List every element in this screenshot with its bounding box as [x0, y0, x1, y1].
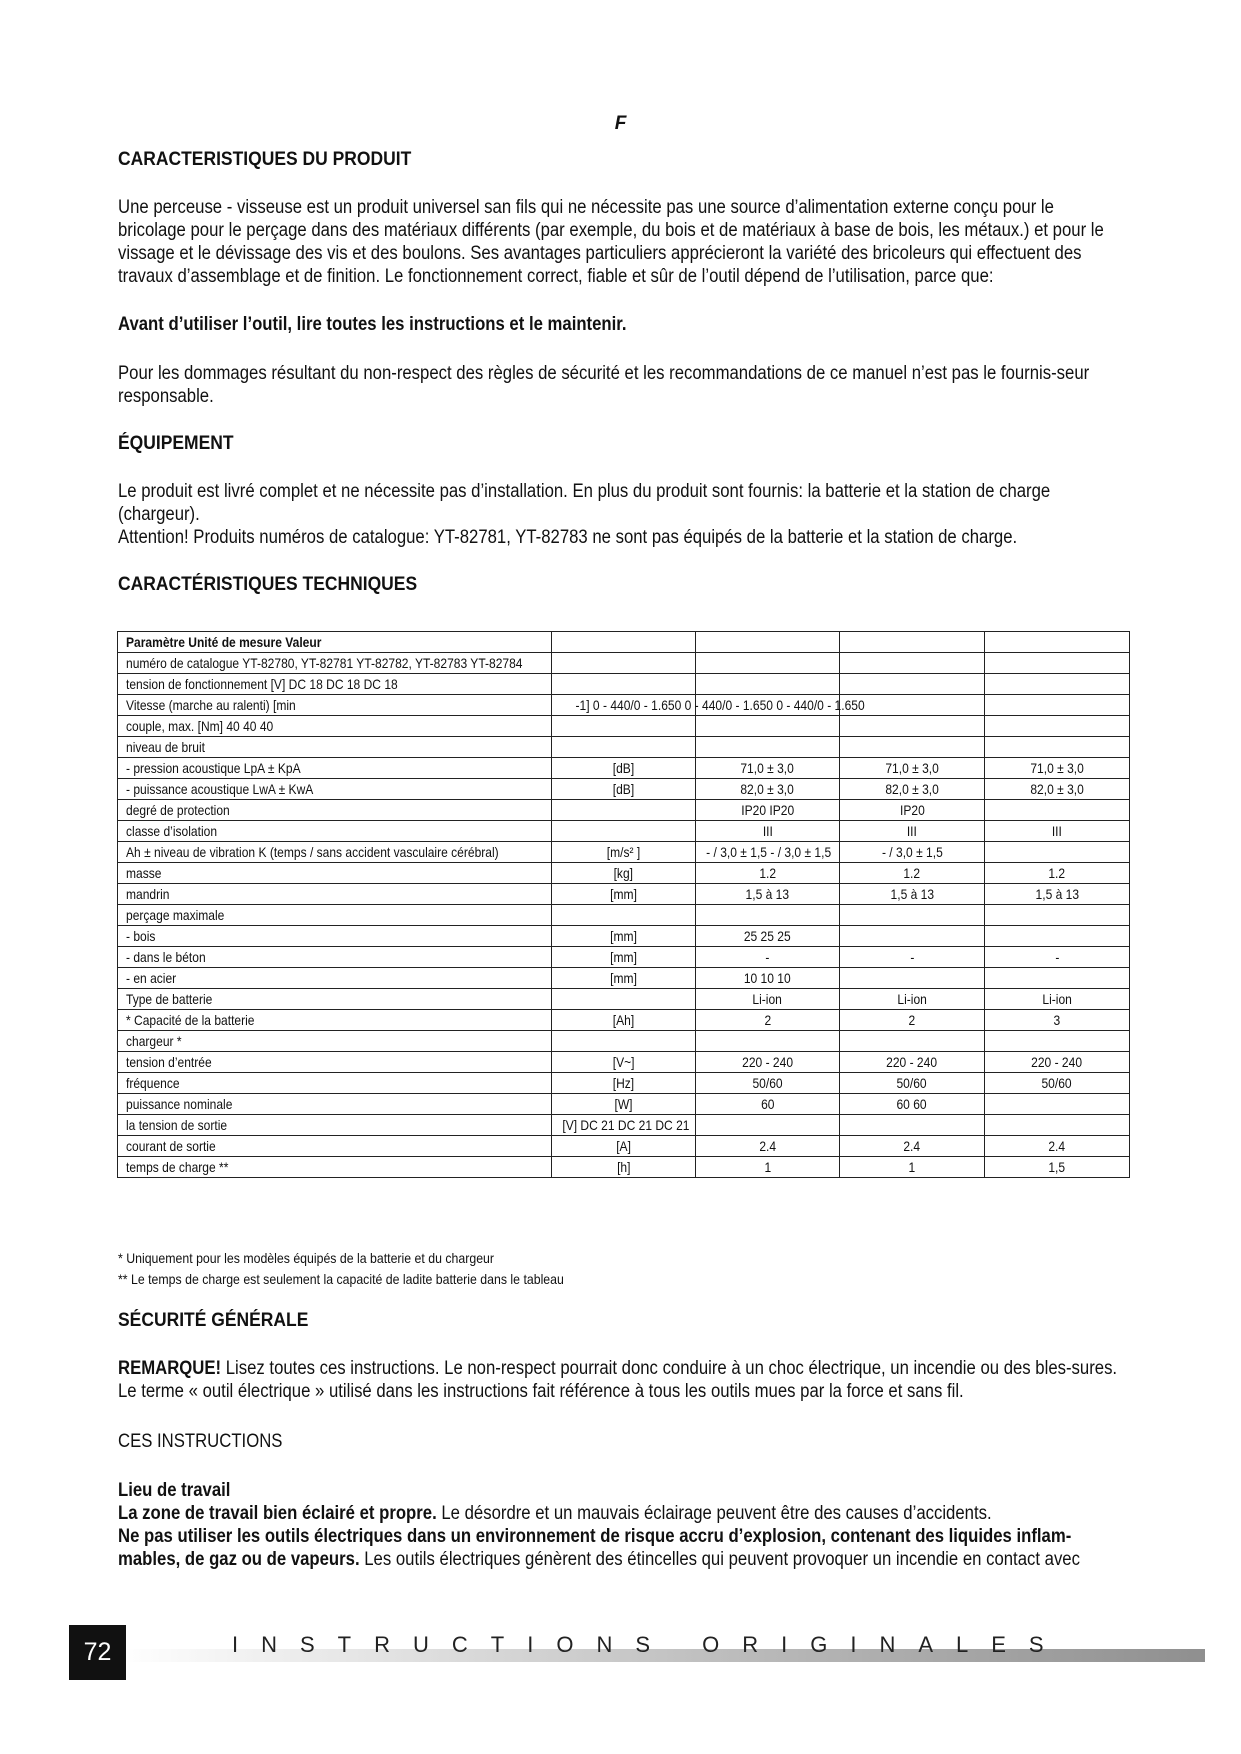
product-section-title: CARACTERISTIQUES DU PRODUIT [118, 149, 412, 170]
value-cell [840, 1094, 985, 1115]
value-cell [985, 1031, 1130, 1052]
unit-cell [552, 863, 696, 884]
value-cell [840, 905, 985, 926]
parameter-cell [118, 884, 552, 905]
table-row [118, 947, 1130, 968]
parameter-cell [118, 779, 552, 800]
value-cell [696, 947, 840, 968]
language-marker: F [614, 113, 627, 134]
value-cell [840, 842, 985, 863]
value-cell [840, 926, 985, 947]
parameter-cell [118, 1031, 552, 1052]
value-cell-text: 220 - 240 [886, 1054, 938, 1070]
value-cell [696, 758, 840, 779]
value-cell-text: - / 3,0 ± 1,5 [881, 844, 943, 860]
value-cell [985, 674, 1130, 695]
value-cell [696, 989, 840, 1010]
instructions-label: CES INSTRUCTIONS [118, 1431, 283, 1452]
parameter-cell [118, 1010, 552, 1031]
value-cell-text: - [909, 949, 915, 965]
value-cell-text: 2 [764, 1012, 771, 1028]
value-cell [696, 779, 840, 800]
parameter-cell-text: puissance nominale [126, 1096, 233, 1112]
unit-cell [552, 1073, 696, 1094]
unit-cell [552, 926, 696, 947]
value-cell [985, 737, 1130, 758]
value-cell [696, 1094, 840, 1115]
table-row [118, 905, 1130, 926]
equipment-paragraph: Le produit est livré complet et ne nécessite pas d’installation. En plus du produit sont fournis: la batterie et la station de charge (chargeur). [118, 481, 1051, 525]
parameter-cell [118, 716, 552, 737]
value-cell-text: 3 [1053, 1012, 1061, 1028]
value-cell-text: 220 - 240 [742, 1054, 793, 1070]
value-cell [696, 1157, 840, 1178]
value-cell-text: - [1054, 949, 1060, 965]
unit-cell-text: -1] 0 - 440/0 - 1.650 0 - 440/0 - 1.650 0 - 440/0 - 1.650 [575, 697, 865, 713]
table-row [118, 968, 1130, 989]
value-cell [985, 1052, 1130, 1073]
parameter-cell [118, 905, 552, 926]
unit-cell-text: [A] [616, 1138, 631, 1154]
table-row [118, 1136, 1130, 1157]
value-cell-text: Li-ion [897, 991, 927, 1007]
value-cell-text: 1.2 [759, 865, 776, 881]
value-cell [840, 1052, 985, 1073]
parameter-cell [118, 1115, 552, 1136]
specs-table-body [118, 632, 1130, 1178]
unit-cell [552, 695, 865, 716]
table-header-empty-cell [840, 632, 985, 653]
safety-section-title: SÉCURITÉ GÉNÉRALE [118, 1310, 309, 1331]
value-cell [840, 821, 985, 842]
table-row [118, 863, 1130, 884]
value-cell-text: 60 60 [896, 1096, 928, 1112]
unit-cell-text: [mm] [610, 886, 637, 902]
value-cell-text: 1 [908, 1159, 916, 1175]
unit-cell [552, 968, 696, 989]
value-cell [840, 779, 985, 800]
unit-cell-text: [Hz] [612, 1075, 635, 1091]
value-cell [696, 674, 840, 695]
value-cell [985, 821, 1130, 842]
parameter-cell-text: temps de charge ** [126, 1159, 229, 1175]
value-cell-text: 1,5 [1048, 1159, 1066, 1175]
table-row [118, 1052, 1130, 1073]
value-cell [696, 1010, 840, 1031]
value-cell-text: 220 - 240 [1031, 1054, 1083, 1070]
value-cell-text: - / 3,0 ± 1,5 - / 3,0 ± 1,5 [706, 844, 832, 860]
value-cell-text: IP20 IP20 [741, 802, 794, 818]
value-cell [696, 905, 840, 926]
parameter-cell [118, 1094, 552, 1115]
unit-cell-text: [mm] [610, 928, 637, 944]
value-cell-text: 60 [760, 1096, 775, 1112]
parameter-cell-text: courant de sortie [126, 1138, 216, 1154]
value-cell-text: 10 10 10 [744, 970, 791, 986]
unit-cell [552, 947, 696, 968]
unit-cell-text: [mm] [610, 970, 637, 986]
value-cell [840, 989, 985, 1010]
unit-cell [552, 884, 696, 905]
equipment-attention: Attention! Produits numéros de catalogue: YT-82781, YT-82783 ne sont pas équipés de la batterie et la station de charge. [118, 527, 1018, 548]
value-cell-text: 1,5 à 13 [1035, 886, 1079, 902]
value-cell-text: 2 [908, 1012, 916, 1028]
value-cell [840, 1010, 985, 1031]
table-row [118, 1010, 1130, 1031]
table-row [118, 800, 1130, 821]
table-header-cell [118, 632, 552, 653]
unit-cell-text: [Ah] [612, 1012, 635, 1028]
unit-cell [552, 1010, 696, 1031]
parameter-cell-text: tension de fonctionnement [V] DC 18 DC 18 DC 18 [126, 676, 398, 692]
parameter-cell [118, 989, 552, 1010]
parameter-cell-text: la tension de sortie [126, 1117, 228, 1133]
table-row [118, 779, 1130, 800]
value-cell [840, 1031, 985, 1052]
unit-cell [552, 800, 696, 821]
value-cell [696, 821, 840, 842]
value-cell-text: - [765, 949, 770, 965]
safety-remark-paragraph [118, 1357, 1121, 1403]
footnote-1: * Uniquement pour les modèles équipés de la batterie et du chargeur [118, 1250, 495, 1266]
value-cell [840, 884, 985, 905]
unit-cell [552, 1031, 696, 1052]
footer-text: INSTRUCTIONS ORIGINALES [232, 1632, 1067, 1657]
value-cell [840, 716, 985, 737]
value-cell [985, 989, 1130, 1010]
table-row [118, 674, 1130, 695]
table-row [118, 653, 1130, 674]
parameter-cell [118, 1073, 552, 1094]
table-row [118, 695, 1130, 716]
value-cell [696, 1031, 840, 1052]
table-row [118, 1094, 1130, 1115]
parameter-cell-text: Ah ± niveau de vibration K (temps / sans accident vasculaire cérébral) [126, 844, 499, 860]
table-row [118, 1073, 1130, 1094]
value-cell [985, 1157, 1130, 1178]
value-cell-text: 82,0 ± 3,0 [740, 781, 795, 797]
value-cell [840, 968, 985, 989]
value-cell [985, 905, 1130, 926]
value-cell [840, 653, 985, 674]
value-cell [985, 1010, 1130, 1031]
table-row [118, 989, 1130, 1010]
value-cell [696, 1052, 840, 1073]
value-cell [985, 947, 1130, 968]
parameter-cell-text: classe d’isolation [126, 823, 218, 839]
parameter-cell-text: chargeur * [126, 1033, 182, 1049]
unit-cell [552, 1052, 696, 1073]
parameter-cell [118, 842, 552, 863]
workplace-title: Lieu de travail [118, 1480, 231, 1501]
equipment-section-title: ÉQUIPEMENT [118, 433, 234, 454]
value-cell [985, 800, 1130, 821]
value-cell [840, 674, 985, 695]
unit-cell [552, 716, 696, 737]
unit-cell-text: [V] DC 21 DC 21 DC 21 [562, 1117, 690, 1133]
table-header-empty-cell [552, 632, 696, 653]
value-cell [840, 1157, 985, 1178]
value-cell-text: 50/60 [752, 1075, 783, 1091]
value-cell-text: 1,5 à 13 [745, 886, 790, 902]
product-description: Une perceuse - visseuse est un produit universel san fils qui ne nécessite pas une source d’alimentation externe conçu pour le bricolage pour le perçage dans des matériaux différents (par exemple, du bois et de matériaux à base de bois, les métaux.) et pour le vissage et le dévissage des vis et des boulons. Ses avantages particuliers apprécieront la variété des bricoleurs qui effectuent des travaux d’assemblage et de finition. Le fonctionnement correct, fiable et sûr de l’outil dépend de l’utilisation, parce que: [118, 197, 1104, 287]
parameter-cell-text: Vitesse (marche au ralenti) [min [126, 697, 296, 713]
value-cell-text: 71,0 ± 3,0 [885, 760, 939, 776]
value-cell-text: III [906, 823, 918, 839]
workplace-paragraph-2 [118, 1525, 1121, 1571]
parameter-cell-text: - bois [126, 928, 156, 944]
unit-cell-text: [h] [616, 1159, 631, 1175]
value-cell [696, 1073, 840, 1094]
value-cell-text: 25 25 25 [744, 928, 791, 944]
parameter-cell-text: - puissance acoustique LwA ± KwA [126, 781, 314, 797]
parameter-cell-text: - pression acoustique LpA ± KpA [126, 760, 301, 776]
read-instructions-notice: Avant d’utiliser l’outil, lire toutes les instructions et le maintenir. [118, 314, 627, 335]
value-cell [696, 1115, 840, 1136]
parameter-cell-text: tension d’entrée [126, 1054, 212, 1070]
table-header-row [118, 632, 1130, 653]
parameter-cell-text: - dans le béton [126, 949, 206, 965]
workplace-text-2: Les outils électriques génèrent des étincelles qui peuvent provoquer un incendie en contact avec [359, 1549, 1080, 1570]
unit-cell-text: [m/s² ] [606, 844, 641, 860]
parameter-cell [118, 1136, 552, 1157]
liability-paragraph: Pour les dommages résultant du non-respect des règles de sécurité et les recommandations de ce manuel n’est pas le fournis-seur responsable. [118, 363, 1090, 407]
value-cell [840, 1136, 985, 1157]
table-row [118, 884, 1130, 905]
value-cell [985, 884, 1130, 905]
value-cell [696, 1136, 840, 1157]
parameter-cell [118, 653, 552, 674]
technical-section-title: CARACTÉRISTIQUES TECHNIQUES [118, 574, 418, 595]
unit-cell [552, 737, 696, 758]
table-row [118, 821, 1130, 842]
unit-cell [552, 842, 696, 863]
page-number: 72 [69, 1625, 126, 1680]
technical-specs-table [117, 631, 1130, 1178]
table-row [118, 926, 1130, 947]
parameter-cell [118, 1157, 552, 1178]
table-row [118, 1031, 1130, 1052]
parameter-cell [118, 947, 552, 968]
value-cell-text: 1.2 [1048, 865, 1066, 881]
value-cell-text: 71,0 ± 3,0 [1030, 760, 1084, 776]
table-row [118, 716, 1130, 737]
unit-cell-text: [kg] [613, 865, 634, 881]
table-header-text: Paramètre Unité de mesure Valeur [126, 634, 322, 650]
value-cell [840, 947, 985, 968]
table-row [118, 842, 1130, 863]
remark-text: Lisez toutes ces instructions. Le non-respect pourrait donc conduire à un choc électrique, un incendie ou des bles-sures. Le terme « outil électrique » utilisé dans les instructions fait référence à tous les outils mues par la force et sans fil. [118, 1358, 1118, 1402]
value-cell-text: 2.4 [903, 1138, 921, 1154]
value-cell-text: 2.4 [1048, 1138, 1066, 1154]
value-cell [696, 800, 840, 821]
parameter-cell [118, 674, 552, 695]
value-cell-text: III [762, 823, 773, 839]
value-cell [985, 1115, 1130, 1136]
unit-cell-text: [mm] [610, 949, 637, 965]
table-row [118, 758, 1130, 779]
footnote-2: ** Le temps de charge est seulement la capacité de ladite batterie dans le tableau [118, 1271, 564, 1287]
parameter-cell [118, 758, 552, 779]
value-cell-text: Li-ion [1042, 991, 1072, 1007]
value-cell-text: 2.4 [759, 1138, 776, 1154]
value-cell [985, 842, 1130, 863]
parameter-cell-text: fréquence [126, 1075, 180, 1091]
table-header-empty-cell [696, 632, 840, 653]
value-cell [985, 716, 1130, 737]
unit-cell [552, 821, 696, 842]
parameter-cell-text: degré de protection [126, 802, 230, 818]
parameter-cell-text: - en acier [126, 970, 177, 986]
workplace-bold-2: Ne pas utiliser les outils électriques dans un environnement de risque accru d’explosion, contenant des liquides inflam-mables, de gaz ou de vapeurs. [118, 1526, 1072, 1570]
value-cell [840, 1073, 985, 1094]
value-cell [840, 758, 985, 779]
value-cell [985, 779, 1130, 800]
value-cell [696, 716, 840, 737]
unit-cell [552, 653, 696, 674]
value-cell [985, 758, 1130, 779]
table-row [118, 1157, 1130, 1178]
value-cell [696, 863, 840, 884]
value-cell-text: 1 [764, 1159, 771, 1175]
parameter-cell [118, 821, 552, 842]
unit-cell-text: [V~] [612, 1054, 635, 1070]
unit-cell [552, 758, 696, 779]
value-cell [696, 842, 840, 863]
unit-cell-text: [dB] [612, 760, 635, 776]
unit-cell [552, 674, 696, 695]
value-cell [696, 968, 840, 989]
unit-cell [552, 1094, 696, 1115]
parameter-cell [118, 968, 552, 989]
value-cell [985, 1073, 1130, 1094]
parameter-cell-text: couple, max. [Nm] 40 40 40 [126, 718, 274, 734]
table-row [118, 737, 1130, 758]
parameter-cell-text: * Capacité de la batterie [126, 1012, 255, 1028]
value-cell [985, 695, 1130, 716]
value-cell-text: Li-ion [752, 991, 783, 1007]
value-cell-text: 50/60 [896, 1075, 928, 1091]
parameter-cell-text: numéro de catalogue YT-82780, YT-82781 YT-82782, YT-82783 YT-82784 [126, 655, 523, 671]
value-cell [840, 737, 985, 758]
value-cell [985, 1136, 1130, 1157]
value-cell [985, 863, 1130, 884]
value-cell-text: 1.2 [903, 865, 921, 881]
remark-label: REMARQUE! [118, 1358, 222, 1379]
value-cell [696, 884, 840, 905]
parameter-cell-text: perçage maximale [126, 907, 225, 923]
parameter-cell-text: masse [126, 865, 162, 881]
value-cell [840, 800, 985, 821]
value-cell [696, 653, 840, 674]
unit-cell [552, 989, 696, 1010]
value-cell [985, 968, 1130, 989]
parameter-cell [118, 863, 552, 884]
workplace-text-1: Le désordre et un mauvais éclairage peuvent être des causes d’accidents. [436, 1503, 992, 1524]
workplace-paragraph-1 [118, 1502, 1121, 1525]
value-cell-text: 82,0 ± 3,0 [885, 781, 939, 797]
parameter-cell-text: mandrin [126, 886, 170, 902]
parameter-cell [118, 737, 552, 758]
value-cell-text: 71,0 ± 3,0 [740, 760, 795, 776]
unit-cell [552, 1115, 696, 1136]
value-cell-text: III [1051, 823, 1063, 839]
table-header-empty-cell [985, 632, 1130, 653]
parameter-cell [118, 695, 552, 716]
value-cell [985, 653, 1130, 674]
workplace-bold-1: La zone de travail bien éclairé et propre. [118, 1503, 437, 1524]
value-cell [985, 1094, 1130, 1115]
unit-cell-text: [dB] [612, 781, 635, 797]
unit-cell [552, 1136, 696, 1157]
parameter-cell-text: Type de batterie [126, 991, 213, 1007]
parameter-cell [118, 800, 552, 821]
unit-cell [552, 1157, 696, 1178]
table-row [118, 1115, 1130, 1136]
value-cell-text: 50/60 [1041, 1075, 1073, 1091]
value-cell [696, 737, 840, 758]
parameter-cell [118, 926, 552, 947]
value-cell-text: IP20 [899, 802, 925, 818]
value-cell [696, 926, 840, 947]
value-cell [840, 1115, 985, 1136]
unit-cell [552, 905, 696, 926]
value-cell [985, 926, 1130, 947]
parameter-cell-text: niveau de bruit [126, 739, 205, 755]
value-cell-text: 82,0 ± 3,0 [1030, 781, 1084, 797]
parameter-cell [118, 1052, 552, 1073]
value-cell-text: 1,5 à 13 [890, 886, 934, 902]
unit-cell-text: [W] [614, 1096, 633, 1112]
unit-cell [552, 779, 696, 800]
value-cell [840, 863, 985, 884]
